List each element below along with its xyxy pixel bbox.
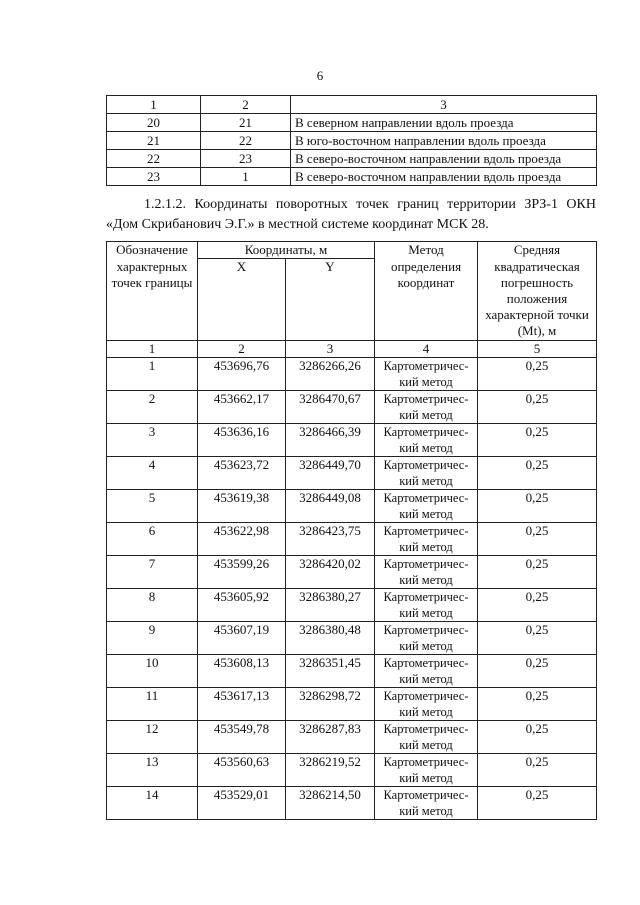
coordinates-rows xyxy=(107,358,597,820)
header-point-designation-cont: характерных точек границы xyxy=(107,259,198,341)
method-value: Картометричес- кий метод xyxy=(375,589,478,622)
header-method-cont: определения координат xyxy=(375,259,478,341)
method-value: Картометричес- кий метод xyxy=(375,787,478,820)
coordinates-table xyxy=(106,241,597,820)
coordinate-y: 3286266,26 xyxy=(286,358,375,391)
section-caption: 1.2.1.2. Координаты поворотных точек границ территории ЗРЗ-1 ОКН «Дом Скрибанович Э.Г.» в местной системе координат МСК 28. xyxy=(106,197,596,232)
point-number: 5 xyxy=(107,490,198,523)
method-value: Картометричес- кий метод xyxy=(375,457,478,490)
table-row xyxy=(107,150,597,168)
error-value: 0,25 xyxy=(478,754,597,787)
route-table-header xyxy=(107,96,597,114)
table-row xyxy=(107,754,597,787)
route-col-3-number: 3 xyxy=(291,96,597,114)
header-y: Y xyxy=(286,259,375,341)
header-point-designation: Обозначение xyxy=(107,242,198,259)
from-point: 20 xyxy=(107,114,201,132)
point-number: 11 xyxy=(107,688,198,721)
point-number: 2 xyxy=(107,391,198,424)
point-number: 1 xyxy=(107,358,198,391)
from-point: 23 xyxy=(107,168,201,186)
table-row xyxy=(107,589,597,622)
table-row xyxy=(107,490,597,523)
method-value: Картометричес- кий метод xyxy=(375,688,478,721)
coordinate-x: 453622,98 xyxy=(198,523,286,556)
point-number: 9 xyxy=(107,622,198,655)
error-value: 0,25 xyxy=(478,787,597,820)
point-number: 12 xyxy=(107,721,198,754)
coordinate-x: 453623,72 xyxy=(198,457,286,490)
error-value: 0,25 xyxy=(478,457,597,490)
error-value: 0,25 xyxy=(478,688,597,721)
error-value: 0,25 xyxy=(478,556,597,589)
coordinate-x: 453529,01 xyxy=(198,787,286,820)
table-row xyxy=(107,721,597,754)
coordinate-x: 453662,17 xyxy=(198,391,286,424)
coordinate-y: 3286423,75 xyxy=(286,523,375,556)
column-number: 2 xyxy=(198,341,286,358)
column-number: 3 xyxy=(286,341,375,358)
table-row xyxy=(107,114,597,132)
table-row xyxy=(107,132,597,150)
column-number: 4 xyxy=(375,341,478,358)
from-point: 22 xyxy=(107,150,201,168)
method-value: Картометричес- кий метод xyxy=(375,523,478,556)
coordinate-y: 3286449,08 xyxy=(286,490,375,523)
header-x: X xyxy=(198,259,286,341)
coordinates-header-top xyxy=(107,242,597,259)
error-value: 0,25 xyxy=(478,424,597,457)
method-value: Картометричес- кий метод xyxy=(375,622,478,655)
table-row xyxy=(107,391,597,424)
to-point: 22 xyxy=(201,132,291,150)
coordinate-y: 3286214,50 xyxy=(286,787,375,820)
page-number: 6 xyxy=(316,68,324,83)
error-value: 0,25 xyxy=(478,490,597,523)
direction-description: В северо-восточном направлении вдоль проезда xyxy=(291,150,597,168)
point-number: 8 xyxy=(107,589,198,622)
coordinate-x: 453605,92 xyxy=(198,589,286,622)
column-number: 1 xyxy=(107,341,198,358)
table-row xyxy=(107,655,597,688)
header-coordinates: Координаты, м xyxy=(198,242,375,259)
method-value: Картометричес- кий метод xyxy=(375,358,478,391)
method-value: Картометричес- кий метод xyxy=(375,490,478,523)
table-row xyxy=(107,424,597,457)
table-row xyxy=(107,358,597,391)
direction-description: В северном направлении вдоль проезда xyxy=(291,114,597,132)
coordinate-y: 3286466,39 xyxy=(286,424,375,457)
header-error-cont: квадратическая погрешность положения характерной точки (Mt), м xyxy=(478,259,597,341)
coordinate-y: 3286298,72 xyxy=(286,688,375,721)
point-number: 13 xyxy=(107,754,198,787)
table-row xyxy=(107,523,597,556)
coordinate-y: 3286351,45 xyxy=(286,655,375,688)
point-number: 14 xyxy=(107,787,198,820)
table-row xyxy=(107,622,597,655)
table-row xyxy=(107,688,597,721)
method-value: Картометричес- кий метод xyxy=(375,424,478,457)
method-value: Картометричес- кий метод xyxy=(375,391,478,424)
coordinate-x: 453560,63 xyxy=(198,754,286,787)
method-value: Картометричес- кий метод xyxy=(375,655,478,688)
table-row xyxy=(107,556,597,589)
coordinate-x: 453549,78 xyxy=(198,721,286,754)
coordinate-y: 3286420,02 xyxy=(286,556,375,589)
to-point: 1 xyxy=(201,168,291,186)
direction-description: В северо-восточном направлении вдоль проезда xyxy=(291,168,597,186)
route-table xyxy=(106,95,597,186)
coordinate-y: 3286380,27 xyxy=(286,589,375,622)
route-col-1-number: 1 xyxy=(107,96,201,114)
method-value: Картометричес- кий метод xyxy=(375,754,478,787)
coordinate-x: 453599,26 xyxy=(198,556,286,589)
coordinate-x: 453636,16 xyxy=(198,424,286,457)
point-number: 3 xyxy=(107,424,198,457)
error-value: 0,25 xyxy=(478,523,597,556)
coordinates-header-bottom xyxy=(107,259,597,341)
to-point: 23 xyxy=(201,150,291,168)
coordinate-x: 453696,76 xyxy=(198,358,286,391)
coordinate-x: 453607,19 xyxy=(198,622,286,655)
table-row xyxy=(107,457,597,490)
coordinate-y: 3286287,83 xyxy=(286,721,375,754)
coordinate-y: 3286449,70 xyxy=(286,457,375,490)
error-value: 0,25 xyxy=(478,358,597,391)
point-number: 10 xyxy=(107,655,198,688)
error-value: 0,25 xyxy=(478,721,597,754)
error-value: 0,25 xyxy=(478,655,597,688)
method-value: Картометричес- кий метод xyxy=(375,721,478,754)
error-value: 0,25 xyxy=(478,589,597,622)
point-number: 4 xyxy=(107,457,198,490)
header-error: Средняя xyxy=(478,242,597,259)
coordinate-y: 3286380,48 xyxy=(286,622,375,655)
table-row xyxy=(107,787,597,820)
coordinate-x: 453617,13 xyxy=(198,688,286,721)
from-point: 21 xyxy=(107,132,201,150)
to-point: 21 xyxy=(201,114,291,132)
column-number: 5 xyxy=(478,341,597,358)
coordinate-x: 453608,13 xyxy=(198,655,286,688)
column-numbers-row xyxy=(107,341,597,358)
table-row xyxy=(107,168,597,186)
point-number: 7 xyxy=(107,556,198,589)
route-col-2-number: 2 xyxy=(201,96,291,114)
coordinate-y: 3286470,67 xyxy=(286,391,375,424)
method-value: Картометричес- кий метод xyxy=(375,556,478,589)
coordinate-y: 3286219,52 xyxy=(286,754,375,787)
header-method: Метод xyxy=(375,242,478,259)
direction-description: В юго-восточном направлении вдоль проезда xyxy=(291,132,597,150)
error-value: 0,25 xyxy=(478,391,597,424)
coordinate-x: 453619,38 xyxy=(198,490,286,523)
error-value: 0,25 xyxy=(478,622,597,655)
point-number: 6 xyxy=(107,523,198,556)
